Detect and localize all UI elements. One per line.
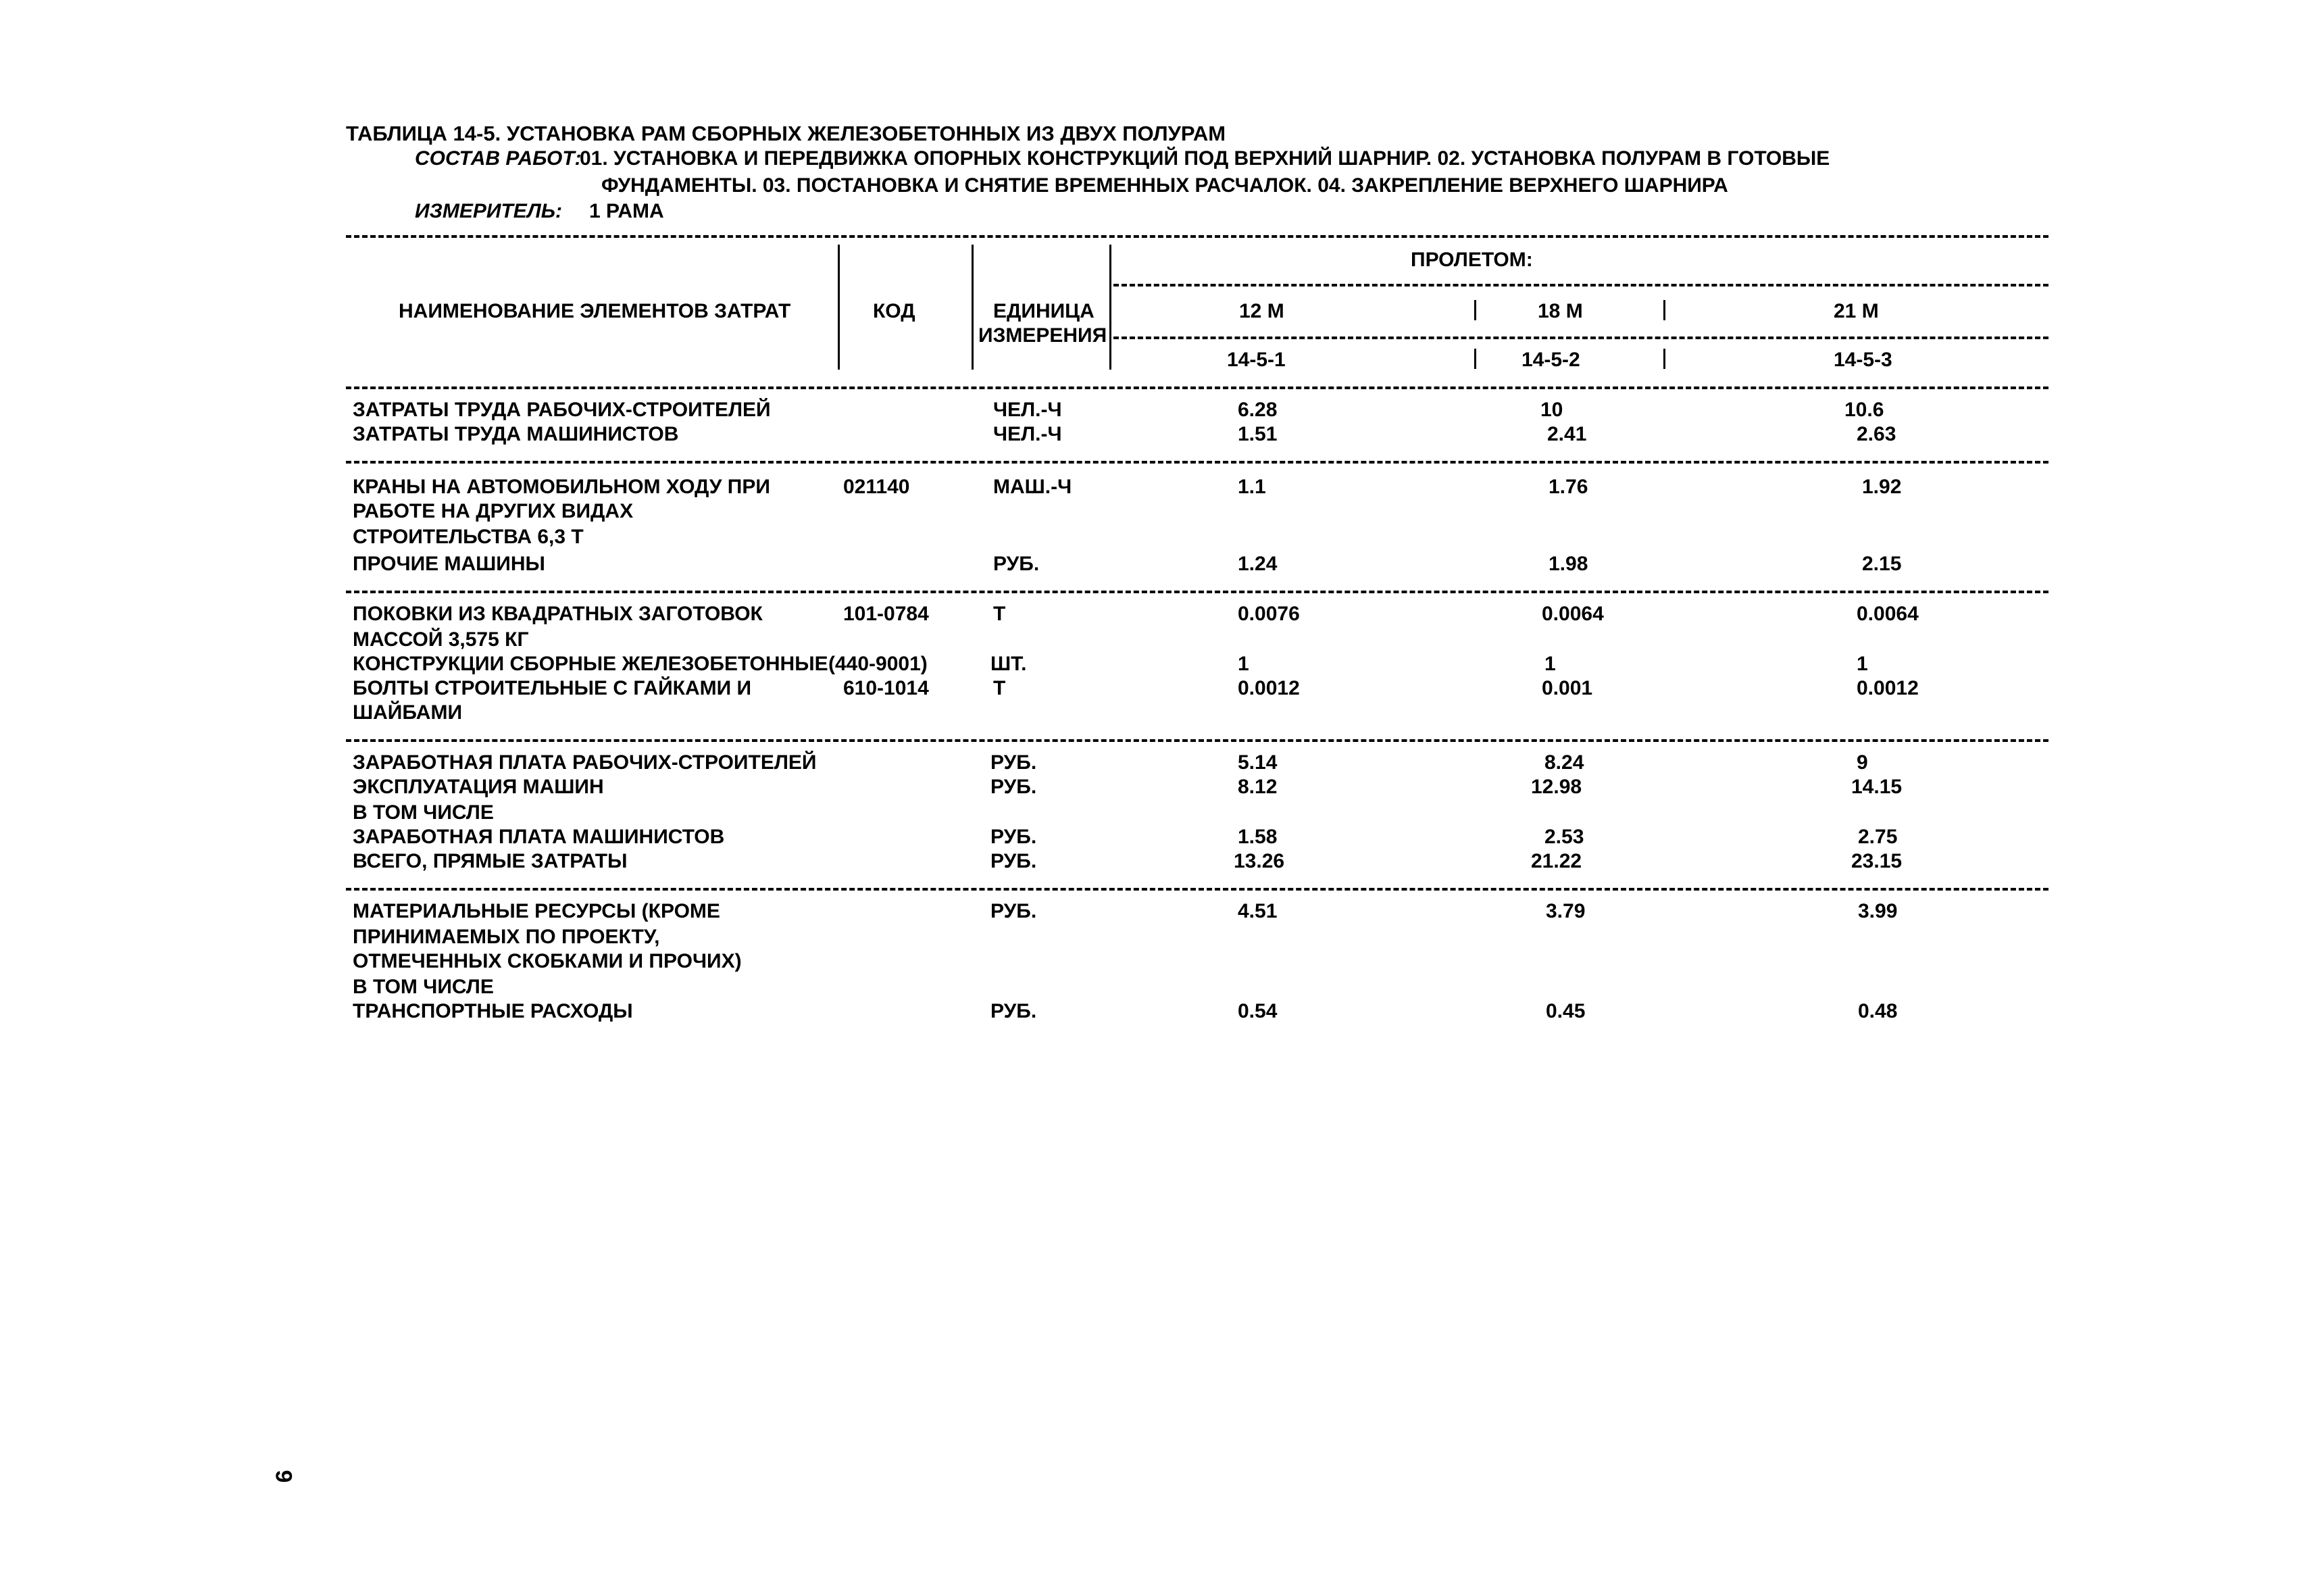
row-value-21m: 0.0012 (1857, 677, 1919, 699)
row-code: 021140 (843, 476, 910, 498)
row-value-12m: 1 (1238, 653, 1249, 675)
row-value-21m: 1 (1857, 653, 1868, 675)
row-unit: МАШ.-Ч (993, 476, 1072, 498)
row-name: РАБОТЕ НА ДРУГИХ ВИДАХ (353, 500, 634, 522)
row-value-21m: 14.15 (1851, 776, 1903, 798)
row-value-18m: 8.24 (1544, 751, 1584, 774)
row-name: БОЛТЫ СТРОИТЕЛЬНЫЕ С ГАЙКАМИ И (353, 677, 752, 699)
row-code: 610-1014 (843, 677, 929, 699)
row-unit: ЧЕЛ.-Ч (993, 423, 1062, 445)
row-name: ШАЙБАМИ (353, 701, 463, 724)
row-value-21m: 23.15 (1851, 850, 1903, 872)
row-value-12m: 1.24 (1238, 553, 1278, 575)
row-name: ЗАТРАТЫ ТРУДА МАШИНИСТОВ (353, 423, 679, 445)
span-header-21: 21 М (1834, 300, 1879, 322)
header-separator (1663, 349, 1665, 369)
row-value-12m: 8.12 (1238, 776, 1278, 798)
row-unit: ЧЕЛ.-Ч (993, 399, 1062, 421)
row-unit: РУБ. (993, 553, 1040, 575)
row-value-18m: 3.79 (1546, 900, 1586, 922)
column-header-unit: ЕДИНИЦА (993, 300, 1095, 322)
row-value-12m: 0.54 (1238, 1000, 1278, 1022)
row-name: ПОКОВКИ ИЗ КВАДРАТНЫХ ЗАГОТОВОК (353, 603, 763, 625)
row-unit: РУБ. (990, 1000, 1037, 1022)
row-name: В ТОМ ЧИСЛЕ (353, 976, 494, 998)
row-unit: РУБ. (990, 751, 1037, 774)
row-value-18m: 0.001 (1542, 677, 1593, 699)
row-name: ПРОЧИЕ МАШИНЫ (353, 553, 545, 575)
header-separator (1109, 245, 1111, 370)
row-value-21m: 1.92 (1862, 476, 1902, 498)
row-value-12m: 1.51 (1238, 423, 1278, 445)
row-value-21m: 10.6 (1844, 399, 1884, 421)
span-header-18: 18 М (1538, 300, 1583, 322)
page-number: 9 (270, 1470, 297, 1483)
row-unit: Т (993, 603, 1006, 625)
header-separator (1474, 349, 1476, 369)
row-value-18m: 1.98 (1549, 553, 1588, 575)
row-unit: РУБ. (990, 826, 1037, 848)
row-value-12m: 0.0076 (1238, 603, 1300, 625)
row-name: ЗАРАБОТНАЯ ПЛАТА МАШИНИСТОВ (353, 826, 725, 848)
row-value-18m: 1 (1544, 653, 1556, 675)
composition-text-line2: ФУНДАМЕНТЫ. 03. ПОСТАНОВКА И СНЯТИЕ ВРЕМЕННЫХ РАСЧАЛОК. 04. ЗАКРЕПЛЕНИЕ ВЕРХНЕГО ШАРНИРА (601, 174, 1728, 197)
table-title: ТАБЛИЦА 14-5. УСТАНОВКА РАМ СБОРНЫХ ЖЕЛЕЗОБЕТОННЫХ ИЗ ДВУХ ПОЛУРАМ (346, 122, 1226, 145)
row-value-21m: 0.0064 (1857, 603, 1919, 625)
row-value-18m: 0.45 (1546, 1000, 1586, 1022)
row-value-18m: 2.53 (1544, 826, 1584, 848)
row-name: КРАНЫ НА АВТОМОБИЛЬНОМ ХОДУ ПРИ (353, 476, 770, 498)
header-separator (1474, 300, 1476, 320)
header-separator (972, 245, 974, 370)
row-name: МАТЕРИАЛЬНЫЕ РЕСУРСЫ (КРОМЕ (353, 900, 720, 922)
row-value-12m: 5.14 (1238, 751, 1278, 774)
row-name: ОТМЕЧЕННЫХ СКОБКАМИ И ПРОЧИХ) (353, 950, 742, 972)
row-name: МАССОЙ 3,575 КГ (353, 628, 529, 651)
composition-label: СОСТАВ РАБОТ: (415, 147, 582, 170)
rate-code-1: 14-5-1 (1227, 349, 1286, 371)
row-value-18m: 2.41 (1547, 423, 1587, 445)
group-rule (346, 591, 2048, 593)
row-value-18m: 21.22 (1531, 850, 1582, 872)
header-separator (1663, 300, 1665, 320)
group-rule (346, 461, 2048, 464)
measure-value: 1 РАМА (589, 200, 664, 222)
row-value-12m: 0.0012 (1238, 677, 1300, 699)
row-value-12m: 1.1 (1238, 476, 1266, 498)
row-unit: РУБ. (990, 850, 1037, 872)
row-value-12m: 13.26 (1234, 850, 1285, 872)
group-rule (346, 739, 2048, 742)
span-code-rule (1113, 336, 2048, 339)
row-value-12m: 4.51 (1238, 900, 1278, 922)
row-name: ПРИНИМАЕМЫХ ПО ПРОЕКТУ, (353, 926, 660, 948)
row-value-21m: 3.99 (1858, 900, 1898, 922)
row-value-18m: 0.0064 (1542, 603, 1604, 625)
row-value-21m: 2.63 (1857, 423, 1896, 445)
span-header-rule (1113, 284, 2048, 286)
row-value-18m: 12.98 (1531, 776, 1582, 798)
header-separator (838, 245, 840, 370)
row-value-21m: 0.48 (1858, 1000, 1898, 1022)
composition-text-line1: 01. УСТАНОВКА И ПЕРЕДВИЖКА ОПОРНЫХ КОНСТРУКЦИЙ ПОД ВЕРХНИЙ ШАРНИР. 02. УСТАНОВКА ПОЛУРАМ В ГОТОВЫЕ (580, 147, 1830, 170)
column-header-unit: ИЗМЕРЕНИЯ (978, 324, 1107, 347)
row-unit: ШТ. (990, 653, 1027, 675)
row-unit: РУБ. (990, 900, 1037, 922)
row-value-18m: 1.76 (1549, 476, 1588, 498)
measure-label: ИЗМЕРИТЕЛЬ: (415, 200, 562, 222)
row-name: В ТОМ ЧИСЛЕ (353, 801, 494, 824)
row-value-18m: 10 (1540, 399, 1563, 421)
rate-code-2: 14-5-2 (1521, 349, 1580, 371)
row-value-21m: 2.15 (1862, 553, 1902, 575)
header-bottom-rule (346, 386, 2048, 389)
table-top-rule (346, 235, 2048, 238)
rate-code-3: 14-5-3 (1834, 349, 1892, 371)
row-name: ЗАТРАТЫ ТРУДА РАБОЧИХ-СТРОИТЕЛЕЙ (353, 399, 771, 421)
row-value-12m: 6.28 (1238, 399, 1278, 421)
row-name: ЭКСПЛУАТАЦИЯ МАШИН (353, 776, 604, 798)
row-value-21m: 2.75 (1858, 826, 1898, 848)
span-header: ПРОЛЕТОМ: (1411, 249, 1533, 271)
row-name: СТРОИТЕЛЬСТВА 6,3 Т (353, 526, 584, 548)
row-name: ТРАНСПОРТНЫЕ РАСХОДЫ (353, 1000, 633, 1022)
span-header-12: 12 М (1239, 300, 1284, 322)
row-unit: Т (993, 677, 1006, 699)
column-header-code: КОД (873, 300, 915, 322)
row-name: ВСЕГО, ПРЯМЫЕ ЗАТРАТЫ (353, 850, 628, 872)
column-header-name: НАИМЕНОВАНИЕ ЭЛЕМЕНТОВ ЗАТРАТ (399, 300, 791, 322)
row-code: 101-0784 (843, 603, 929, 625)
group-rule (346, 888, 2048, 891)
row-value-12m: 1.58 (1238, 826, 1278, 848)
row-code: (440-9001) (828, 653, 928, 675)
row-name: КОНСТРУКЦИИ СБОРНЫЕ ЖЕЛЕЗОБЕТОННЫЕ (353, 653, 828, 675)
row-name: ЗАРАБОТНАЯ ПЛАТА РАБОЧИХ-СТРОИТЕЛЕЙ (353, 751, 817, 774)
row-unit: РУБ. (990, 776, 1037, 798)
row-value-21m: 9 (1857, 751, 1868, 774)
